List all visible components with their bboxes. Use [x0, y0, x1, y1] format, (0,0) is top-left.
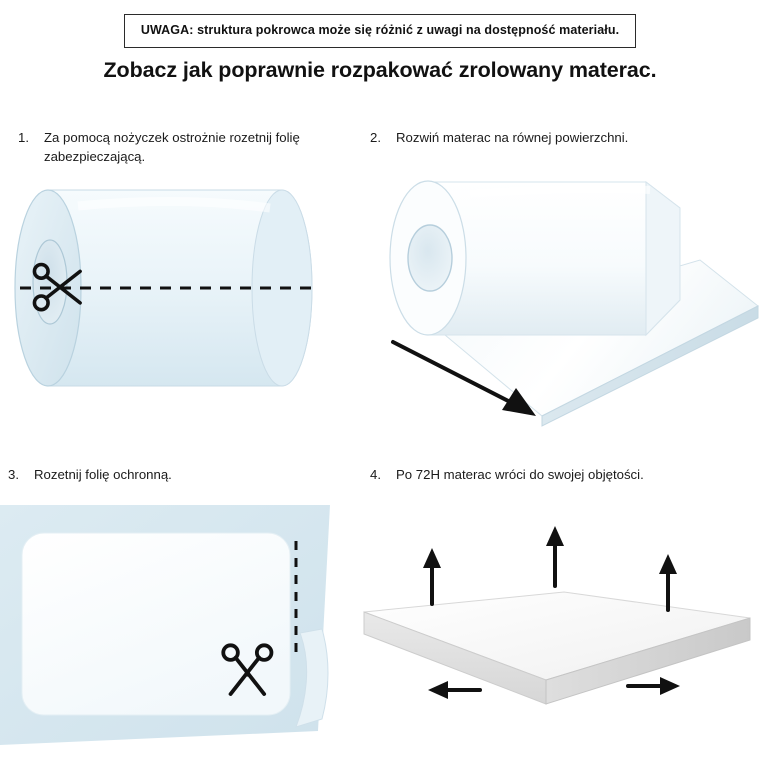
- step-4-label: Po 72H materac wróci do swojej objętości.: [396, 467, 644, 482]
- mattress-slab-shape: [364, 592, 750, 704]
- step-2-label: Rozwiń materac na równej powierzchni.: [396, 130, 629, 145]
- notice-banner: UWAGA: struktura pokrowca może się różnić z uwagi na dostępność materiału.: [124, 14, 636, 48]
- step-4-number: 4.: [370, 467, 381, 482]
- step-2-text: [370, 128, 700, 147]
- figure-step-3: [0, 505, 340, 750]
- step-4-text: [370, 465, 710, 484]
- figure-step-1: [0, 170, 340, 400]
- notice-banner-wrap: [0, 14, 760, 48]
- arrow-right: [628, 677, 680, 695]
- step-1-text: [18, 128, 318, 166]
- rolled-mattress-shape: [390, 181, 680, 335]
- page-title: Zobacz jak poprawnie rozpakować zrolowany materac.: [103, 58, 657, 82]
- arrow-left: [428, 681, 480, 699]
- arrow-up-center: [546, 526, 564, 586]
- step-3-label: Rozetnij folię ochronną.: [34, 467, 172, 482]
- arrow-up-left: [423, 548, 441, 604]
- figure-step-2: [350, 160, 760, 435]
- step-3-number: 3.: [8, 467, 19, 482]
- step-1-number: 1.: [18, 130, 29, 145]
- arrow-up-right: [659, 554, 677, 610]
- figure-step-4: [350, 500, 760, 750]
- step-1-label: Za pomocą nożyczek ostrożnie rozetnij folię zabezpieczającą.: [44, 130, 300, 165]
- step-2-number: 2.: [370, 130, 381, 145]
- step-3-text: [8, 465, 328, 484]
- mattress-shape: [22, 533, 290, 715]
